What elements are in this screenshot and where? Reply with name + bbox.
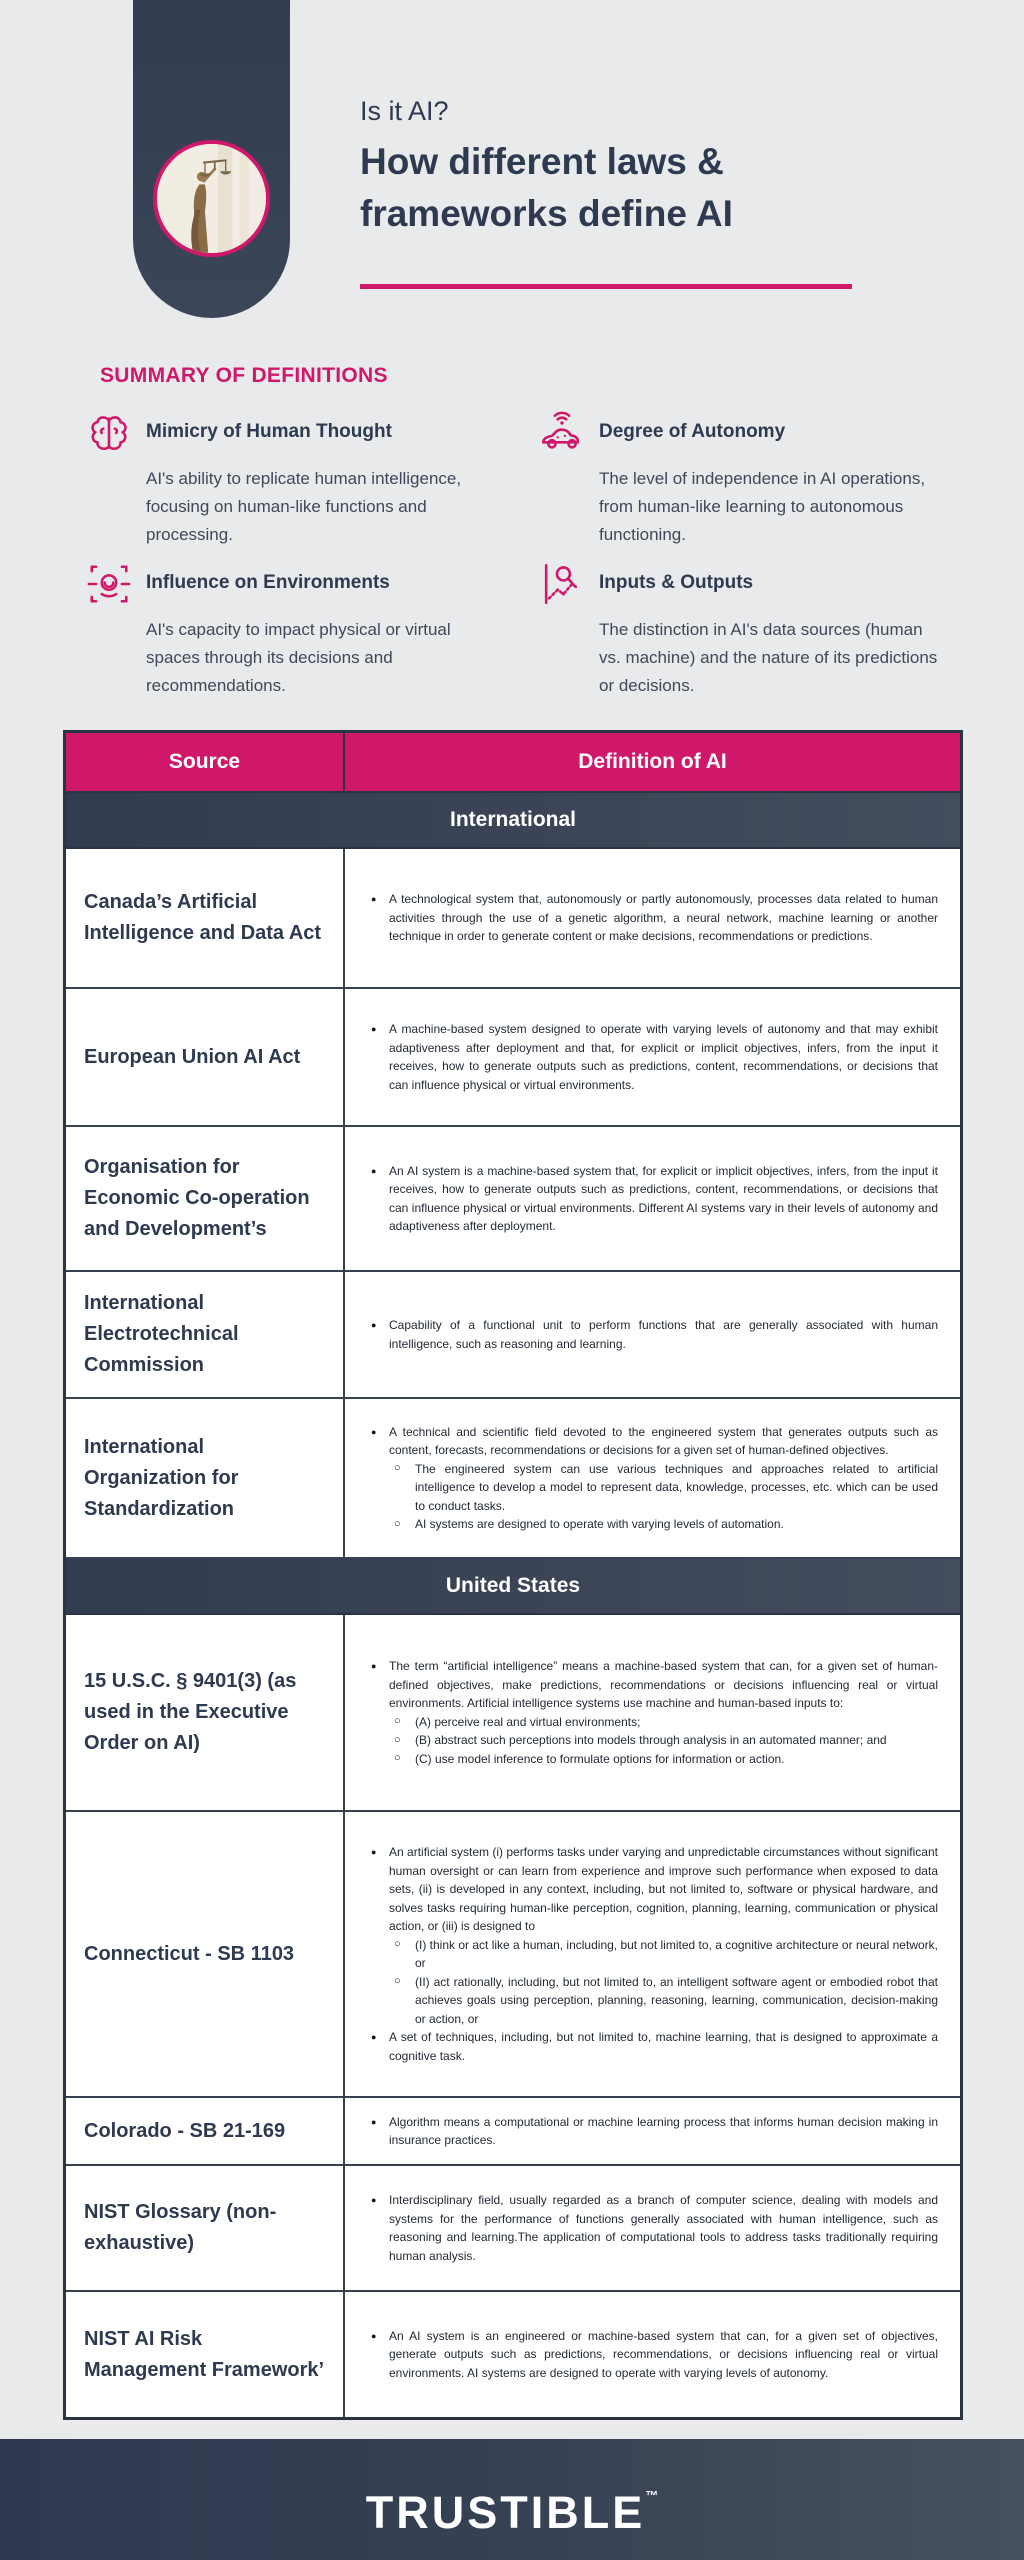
definition-bullet: ● Algorithm means a computational or machine learning process that informs human decision making in insurance practices. xyxy=(369,2113,938,2150)
table-row xyxy=(66,1615,960,1812)
definition-cell xyxy=(345,1399,960,1557)
summary-item-mimicry xyxy=(86,408,513,549)
table-row xyxy=(66,849,960,989)
table-row xyxy=(66,2292,960,2417)
summary-item-title: Mimicry of Human Thought xyxy=(146,421,392,442)
justice-statue-image xyxy=(157,144,266,253)
trustible-logo xyxy=(366,2487,659,2539)
autonomous-car-icon xyxy=(539,410,585,456)
summary-item-body: The level of independence in AI operations, from human-like learning to autonomous functioning. xyxy=(599,469,926,544)
definition-sub-bullet: ○ (I) think or act like a human, including, but not limited to, a cognitive architecture or neural network, or xyxy=(369,1936,938,1973)
eyebrow-title: Is it AI? xyxy=(360,96,449,126)
section-header-united-states: United States xyxy=(66,1559,960,1615)
table-row xyxy=(66,989,960,1127)
summary-item-title: Degree of Autonomy xyxy=(599,421,786,442)
summary-item-influence xyxy=(86,559,513,700)
definition-cell xyxy=(345,2098,960,2164)
section-header-international: International xyxy=(66,793,960,849)
brain-icon xyxy=(86,410,132,456)
brand-wordmark: TRUSTIBLE xyxy=(365,2486,646,2538)
definition-bullet: ● An AI system is an engineered or machine-based system that can, for a given set of objectives, generate outputs such as predictions, recommendations, or decisions influencing real or virtual environments. AI systems are designed to operate with varying levels of autonomy. xyxy=(369,2327,938,2383)
definition-bullet: ● A machine-based system designed to operate with varying levels of autonomy and that may exhibit adaptiveness after deployment and that, for explicit or implicit objectives, infers, from the input it receives, how to generate outputs such as predictions, content, recommendations, or decisions that can influence physical or virtual environments. xyxy=(369,1020,938,1094)
definition-cell xyxy=(345,1127,960,1270)
table-row xyxy=(66,2098,960,2166)
magnifier-chart-icon xyxy=(539,561,585,607)
table-row xyxy=(66,1812,960,2098)
definition-cell xyxy=(345,1615,960,1810)
table-header-row xyxy=(66,733,960,793)
definitions-table xyxy=(63,730,963,2420)
page-title xyxy=(360,136,733,240)
header-dark-tab xyxy=(133,0,290,318)
summary-grid xyxy=(86,408,966,700)
definition-cell xyxy=(345,1812,960,2096)
definition-cell xyxy=(345,989,960,1125)
definition-bullet: ● An artificial system (i) performs tasks under varying and unpredictable circumstances without significant human oversight or can learn from experience and improve such performance when exposed to data sets, (ii) is developed in any context, including, but not limited to, software or physical hardware, and solves tasks requiring human-like perception, cognition, planning, learning, communication or physical action, or (iii) is designed to xyxy=(369,1843,938,1936)
source-cell: International Electrotechnical Commission xyxy=(66,1272,345,1397)
trademark-symbol: ™ xyxy=(645,2487,659,2503)
definition-cell xyxy=(345,2166,960,2290)
definition-sub-bullet: ○ The engineered system can use various techniques and approaches related to artificial intelligence to develop a model to represent data, knowledge, processes, etc. which can be used to conduct tasks. xyxy=(369,1460,938,1516)
definition-bullet: ● The term “artificial intelligence” means a machine-based system that can, for a given set of human-defined objectives, make predictions, recommendations or decisions influencing real or virtual environments. Artificial intelligence systems use machine and human-based inputs to: xyxy=(369,1657,938,1713)
lady-justice-photo xyxy=(153,140,270,257)
source-cell: Organisation for Economic Co-operation and Development’s xyxy=(66,1127,345,1270)
definition-sub-bullet: ○ (B) abstract such perceptions into models through analysis in an automated manner; and xyxy=(369,1731,938,1750)
page-title-line-2: frameworks define AI xyxy=(360,193,733,234)
footer-band xyxy=(0,2439,1024,2560)
summary-item-inputs-outputs xyxy=(539,559,966,700)
summary-item-autonomy xyxy=(539,408,966,549)
definition-bullet: ● An AI system is a machine-based system that, for explicit or implicit objectives, infers, from the input it receives, how to generate outputs such as predictions, content, recommendations, or decisions that can influence physical or virtual environments. Different AI systems vary in their levels of autonomy and adaptiveness after deployment. xyxy=(369,1162,938,1236)
summary-item-body: AI's capacity to impact physical or virtual spaces through its decisions and recommendations. xyxy=(146,620,451,695)
table-row xyxy=(66,1399,960,1559)
definition-cell xyxy=(345,849,960,987)
summary-item-body: AI's ability to replicate human intelligence, focusing on human-like functions and processing. xyxy=(146,469,462,544)
source-cell: Canada’s Artificial Intelligence and Data Act xyxy=(66,849,345,987)
definition-bullet: ● A technological system that, autonomously or partly autonomously, processes data related to human activities through the use of a genetic algorithm, a neural network, machine learning or another technique in order to generate content or make decisions, recommendations or predictions. xyxy=(369,890,938,946)
source-cell: NIST AI Risk Management Framework’ xyxy=(66,2292,345,2417)
title-underline-rule xyxy=(360,284,852,289)
source-cell: Colorado - SB 21-169 xyxy=(66,2098,345,2164)
definition-bullet: ● Interdisciplinary field, usually regarded as a branch of computer science, dealing with models and systems for the performance of functions generally associated with human intelligence, such as reasoning and learning.The application of computational tools to address tasks traditionally requiring human analysis. xyxy=(369,2191,938,2265)
header xyxy=(0,0,1024,320)
source-cell: European Union AI Act xyxy=(66,989,345,1125)
source-cell: 15 U.S.C. § 9401(3) (as used in the Executive Order on AI) xyxy=(66,1615,345,1810)
definition-bullet: ● Capability of a functional unit to perform functions that are generally associated with human intelligence, such as reasoning and learning. xyxy=(369,1316,938,1353)
definition-cell xyxy=(345,2292,960,2417)
definition-cell xyxy=(345,1272,960,1397)
summary-item-title: Influence on Environments xyxy=(146,572,390,593)
definition-sub-bullet: ○ (A) perceive real and virtual environments; xyxy=(369,1713,938,1732)
source-cell: NIST Glossary (non-exhaustive) xyxy=(66,2166,345,2290)
table-row xyxy=(66,2166,960,2292)
table-row xyxy=(66,1127,960,1272)
table-row xyxy=(66,1272,960,1399)
definition-bullet: ● A set of techniques, including, but not limited to, machine learning, that is designed to approximate a cognitive task. xyxy=(369,2028,938,2065)
column-header-definition: Definition of AI xyxy=(578,750,727,773)
definition-bullet: ● A technical and scientific field devoted to the engineered system that generates outputs such as content, forecasts, recommendations or decisions for a given set of human-defined objectives. xyxy=(369,1423,938,1460)
summary-item-title: Inputs & Outputs xyxy=(599,572,754,593)
source-cell: Connecticut - SB 1103 xyxy=(66,1812,345,2096)
summary-item-body: The distinction in AI's data sources (human vs. machine) and the nature of its predictions or decisions. xyxy=(599,620,938,695)
definition-sub-bullet: ○ (II) act rationally, including, but not limited to, an intelligent software agent or embodied robot that achieves goals using perception, planning, reasoning, learning, communication, decision-making or action, or xyxy=(369,1973,938,2029)
definition-sub-bullet: ○ AI systems are designed to operate with varying levels of automation. xyxy=(369,1515,938,1534)
source-cell: International Organization for Standardization xyxy=(66,1399,345,1557)
summary-heading: SUMMARY OF DEFINITIONS xyxy=(100,364,388,387)
column-header-source: Source xyxy=(66,733,345,791)
definition-sub-bullet: ○ (C) use model inference to formulate options for information or action. xyxy=(369,1750,938,1769)
summary-section xyxy=(0,320,1024,700)
face-scan-icon xyxy=(86,561,132,607)
page-title-line-1: How different laws & xyxy=(360,141,724,182)
